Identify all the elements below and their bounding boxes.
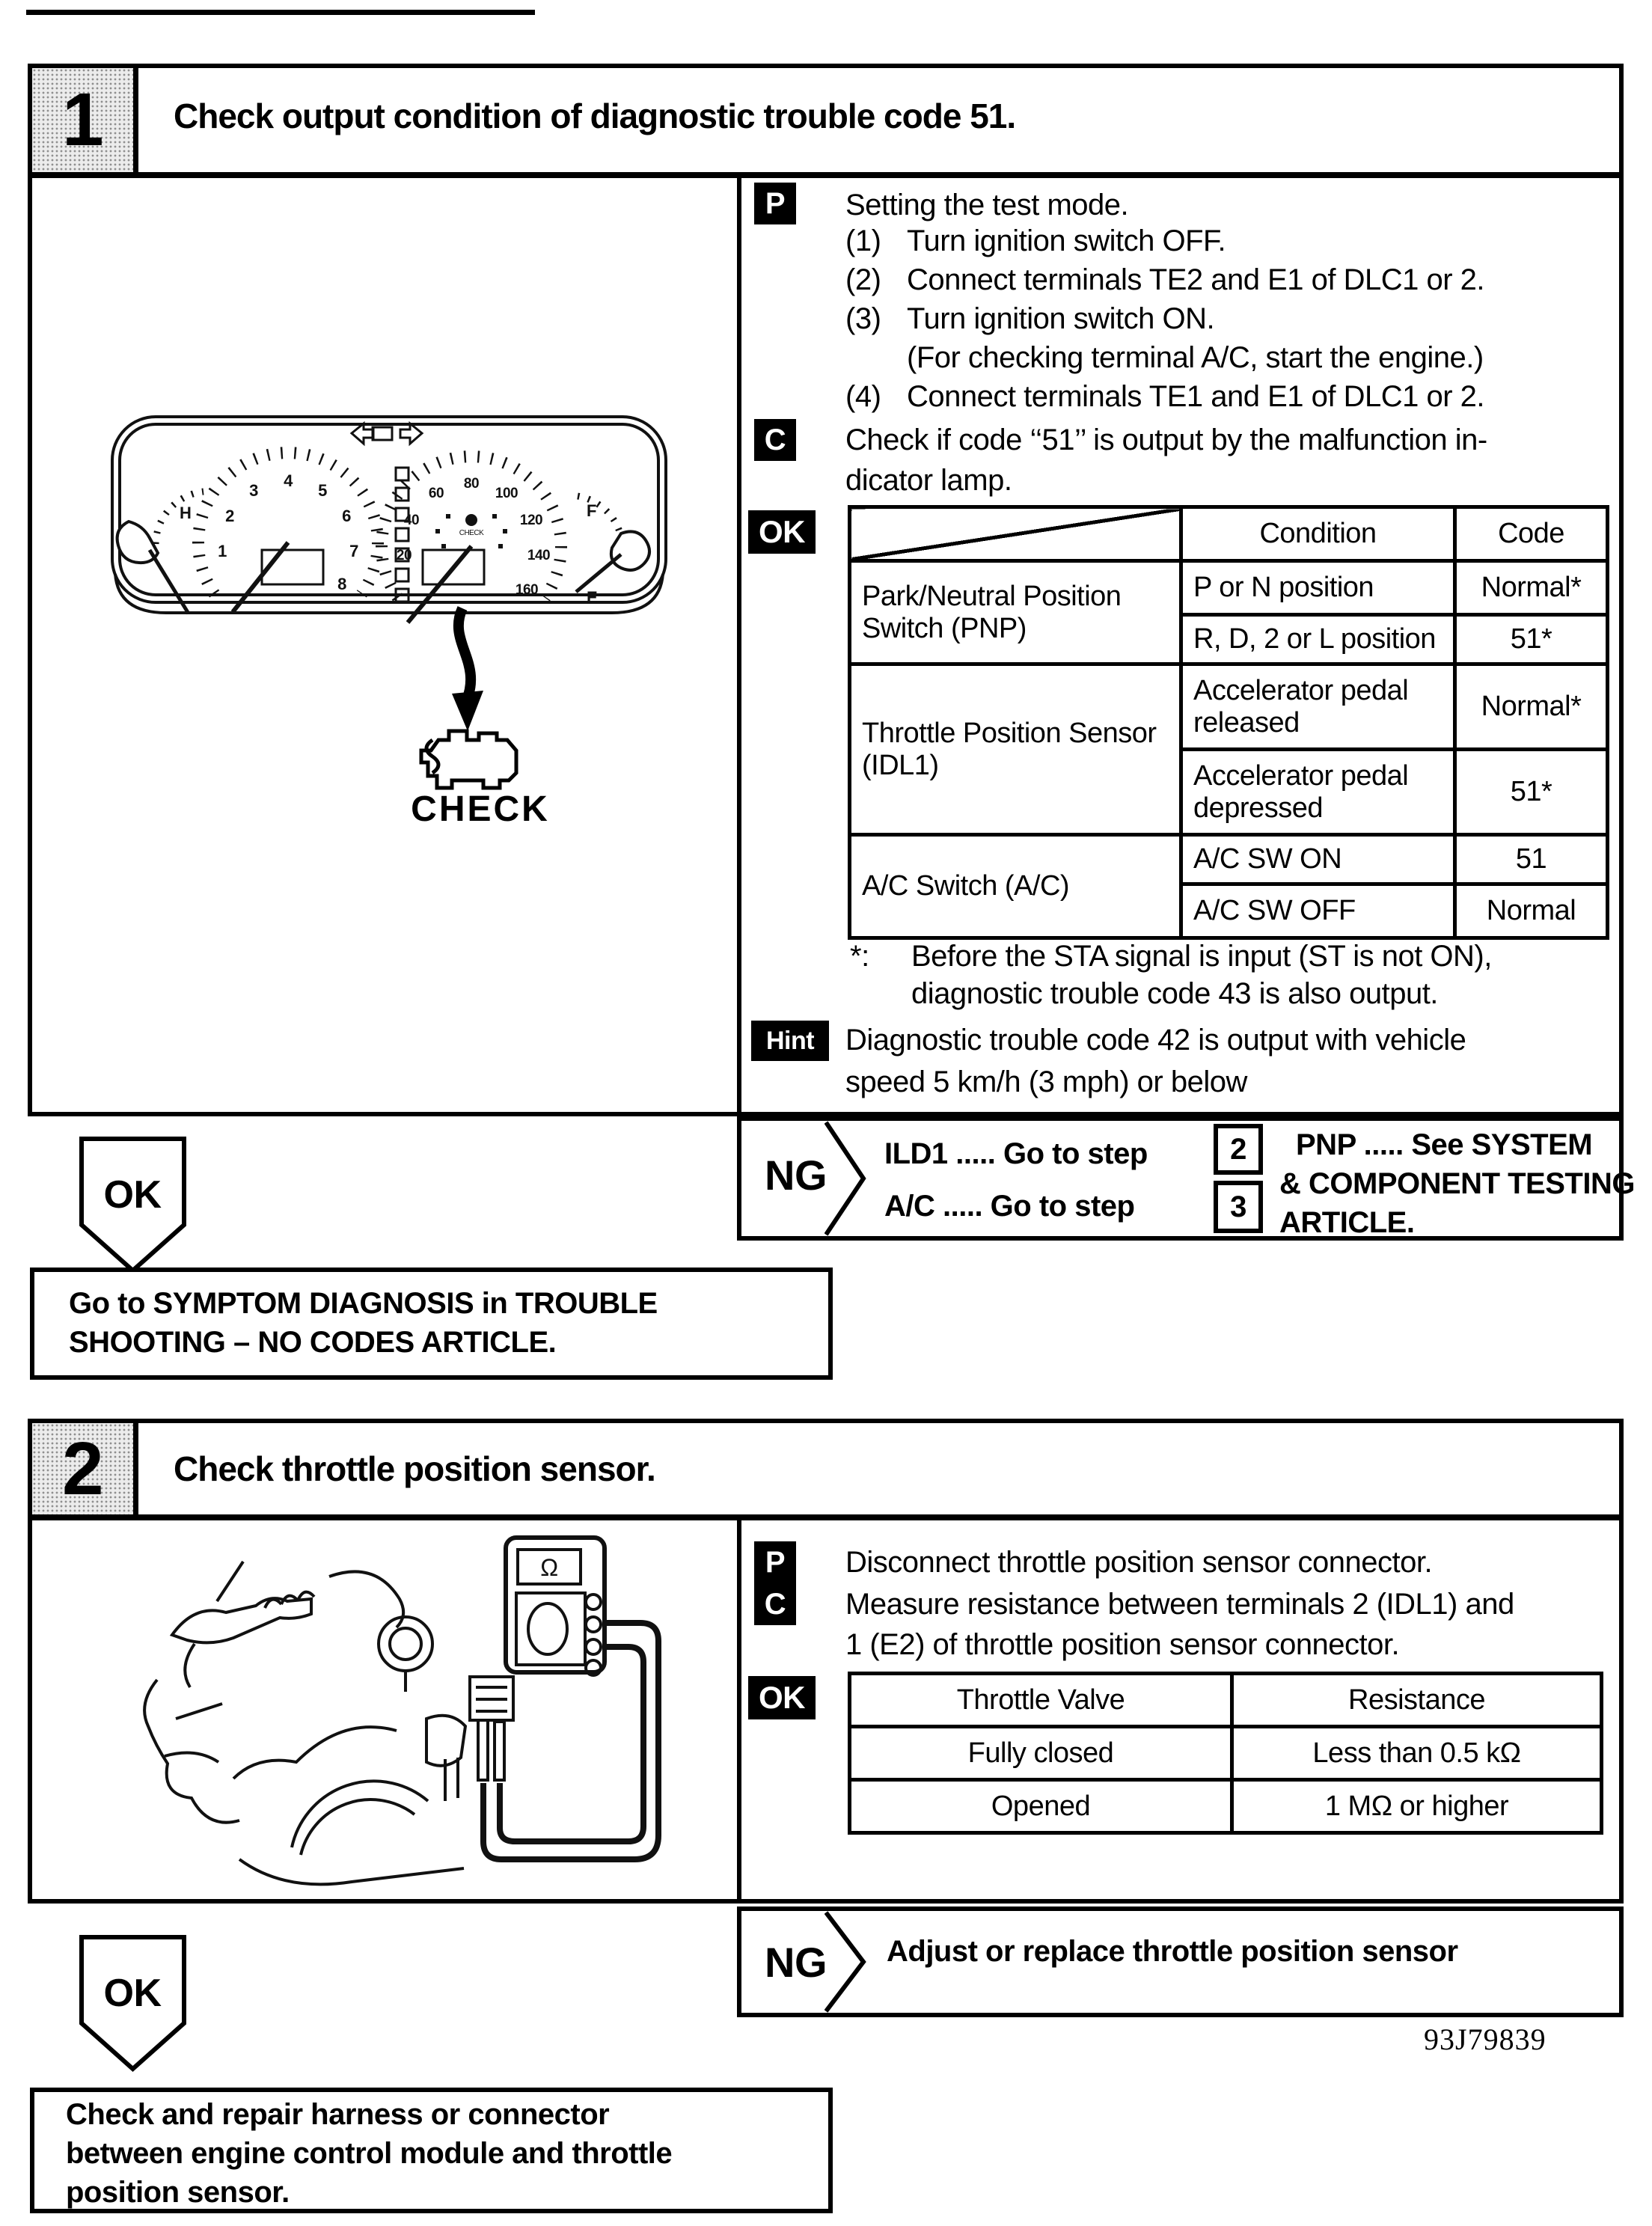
p1-item-1: (1) Turn ignition switch OFF.: [845, 224, 1226, 257]
cond-ac-on: A/C SW ON: [1181, 835, 1455, 884]
c2-line2: 1 (E2) of throttle position sensor connector.: [845, 1628, 1400, 1661]
check-chip-1: C: [754, 419, 796, 461]
check-chip-2: C: [754, 1583, 796, 1625]
hint-line2: speed 5 km/h (3 mph) or below: [845, 1065, 1247, 1098]
cond-ac-off: A/C SW OFF: [1181, 884, 1455, 938]
row-label-ac: A/C Switch (A/C): [850, 835, 1181, 938]
col-header-resistance: Resistance: [1232, 1674, 1602, 1727]
tach-5: 5: [318, 481, 327, 500]
speedo-40: 40: [403, 513, 420, 528]
ng2-text: Adjust or replace throttle position sensor: [887, 1935, 1458, 1968]
p1-item-4: (4) Connect terminals TE1 and E1 of DLC1 or 2.: [845, 380, 1485, 413]
valve-opened: Opened: [850, 1780, 1232, 1833]
code-ac-on: 51: [1455, 835, 1608, 884]
instrument-cluster-illustration: [97, 408, 681, 872]
step1-header-rule: [32, 172, 1619, 178]
col-header-code: Code: [1455, 507, 1608, 561]
row-label-pnp: Park/Neutral Position Switch (PNP): [850, 561, 1181, 664]
code-p-or-n: Normal*: [1455, 561, 1608, 615]
fuel-f-label: F: [587, 501, 596, 520]
mil-small-label: CHECK: [459, 529, 484, 537]
ng1-branch1-text: ILD1 ..... Go to step: [884, 1137, 1148, 1170]
step1-cell-divider: [737, 178, 741, 1116]
ng-label-2: NG: [765, 1939, 827, 1986]
goto-step-2-box: 2: [1214, 1124, 1263, 1175]
ng1-right-line2: & COMPONENT TESTING: [1279, 1167, 1635, 1200]
mil-dot: [465, 514, 477, 526]
c1-line1: Check if code ‘‘51’’ is output by the malfunction in-: [845, 424, 1487, 456]
valve-fully-closed: Fully closed: [850, 1727, 1232, 1780]
ok-flow-badge-1: [79, 1136, 188, 1275]
footnote-marker: *:: [850, 940, 869, 973]
hint-line1: Diagnostic trouble code 42 is output with vehicle: [845, 1024, 1466, 1057]
p2-text: Disconnect throttle position sensor connector.: [845, 1546, 1433, 1579]
ok-chip-2: OK: [748, 1676, 816, 1719]
speedo-60: 60: [428, 486, 444, 501]
dtc-condition-table: [848, 505, 1609, 940]
code-accel-released: Normal*: [1455, 664, 1608, 750]
col-header-throttle-valve: Throttle Valve: [850, 1674, 1232, 1727]
left-turn-arrow-icon: [352, 424, 373, 444]
pointer-arrowhead: [452, 691, 483, 731]
speedo-140: 140: [527, 548, 551, 563]
resistance-opened: 1 MΩ or higher: [1232, 1780, 1602, 1833]
ok-box1-line1: Go to SYMPTOM DIAGNOSIS in TROUBLE: [69, 1287, 658, 1320]
ok-flow-label-1: OK: [103, 1173, 162, 1217]
page-code: 93J79839: [1424, 2022, 1547, 2056]
pointer-arrow: [459, 608, 471, 700]
warning-lamp-squares: [396, 468, 409, 602]
scan-artifact-line: [26, 10, 535, 15]
tach-4: 4: [284, 471, 293, 490]
step1-number: 1: [61, 78, 104, 162]
c2-line1: Measure resistance between terminals 2 (IDL1) and: [845, 1588, 1514, 1621]
engine-multimeter-illustration: [105, 1530, 718, 1897]
ok-box2-line2: between engine control module and throttle: [66, 2137, 673, 2170]
resistance-table: [848, 1672, 1603, 1835]
tach-7: 7: [349, 542, 358, 560]
code-rd2l: 51*: [1455, 615, 1608, 664]
hint-chip: Hint: [751, 1021, 829, 1061]
prepare-chip-1: P: [754, 183, 796, 224]
tach-1: 1: [218, 542, 227, 560]
prepare-chip-2: P: [754, 1541, 796, 1583]
ng1-branch2-text: A/C ..... Go to step: [884, 1190, 1135, 1223]
step1-number-cell: [32, 68, 138, 172]
fuel-gauge-body: [611, 531, 649, 569]
check-engine-icon: [421, 731, 516, 788]
speedo-120: 120: [519, 513, 543, 528]
ng-chevron-2: [825, 1910, 872, 2014]
step2-number-cell: [32, 1423, 138, 1514]
fuel-e-label: E: [587, 588, 598, 607]
cond-accel-depressed: Accelerator pedal depressed: [1181, 750, 1455, 835]
ok-box2-line3: position sensor.: [66, 2176, 290, 2209]
ng-label-1: NG: [765, 1152, 827, 1199]
code-ac-off: Normal: [1455, 884, 1608, 938]
speedo-80: 80: [463, 476, 480, 492]
p1-item-2: (2) Connect terminals TE2 and E1 of DLC1 or 2.: [845, 263, 1485, 296]
ok-chip-1: OK: [748, 510, 816, 554]
speedo-160: 160: [515, 582, 539, 598]
col-header-condition: Condition: [1181, 507, 1455, 561]
ok-box2-line1: Check and repair harness or connector: [66, 2098, 610, 2131]
tach-8: 8: [337, 575, 346, 593]
goto-step-3-box: 3: [1214, 1181, 1263, 1233]
cond-rd2l: R, D, 2 or L position: [1181, 615, 1455, 664]
cond-accel-released: Accelerator pedal released: [1181, 664, 1455, 750]
ng-chevron-1: [825, 1120, 872, 1237]
step2-cell-divider: [737, 1520, 741, 1904]
check-lamp-label: CHECK: [411, 789, 550, 829]
footnote-line1: Before the STA signal is input (ST is not ON),: [911, 940, 1492, 973]
ok-flow-badge-2: [79, 1934, 188, 2073]
p1-item-3b: (For checking terminal A/C, start the engine.): [907, 341, 1484, 374]
tach-6: 6: [342, 507, 351, 525]
c1-line2: dicator lamp.: [845, 464, 1012, 497]
p1-title: Setting the test mode.: [845, 189, 1129, 221]
row-label-tps: Throttle Position Sensor (IDL1): [850, 664, 1181, 835]
footnote-line2: diagnostic trouble code 43 is also output.: [911, 977, 1438, 1010]
ok-flow-label-2: OK: [103, 1972, 162, 2015]
speedo-20: 20: [396, 548, 412, 563]
ok-box1-line2: SHOOTING – NO CODES ARTICLE.: [69, 1326, 557, 1359]
step2-header-rule: [32, 1514, 1619, 1520]
cond-p-or-n: P or N position: [1181, 561, 1455, 615]
temp-h-label: H: [180, 504, 192, 522]
ng1-right-line3: ARTICLE.: [1279, 1206, 1415, 1239]
right-turn-arrow-icon: [400, 424, 422, 444]
table-diagonal-cell: [850, 507, 1181, 561]
speedo-100: 100: [495, 486, 518, 501]
resistance-fully-closed: Less than 0.5 kΩ: [1232, 1727, 1602, 1780]
ohm-symbol: Ω: [540, 1554, 558, 1581]
step2-title: Check throttle position sensor.: [174, 1449, 655, 1488]
step1-title: Check output condition of diagnostic trouble code 51.: [174, 97, 1016, 135]
ng1-right-line1: PNP ..... See SYSTEM: [1296, 1128, 1593, 1161]
tach-2: 2: [225, 507, 234, 525]
step2-number: 2: [61, 1426, 104, 1511]
tach-3: 3: [249, 481, 258, 500]
code-accel-depressed: 51*: [1455, 750, 1608, 835]
p1-item-3: (3) Turn ignition switch ON.: [845, 302, 1215, 335]
